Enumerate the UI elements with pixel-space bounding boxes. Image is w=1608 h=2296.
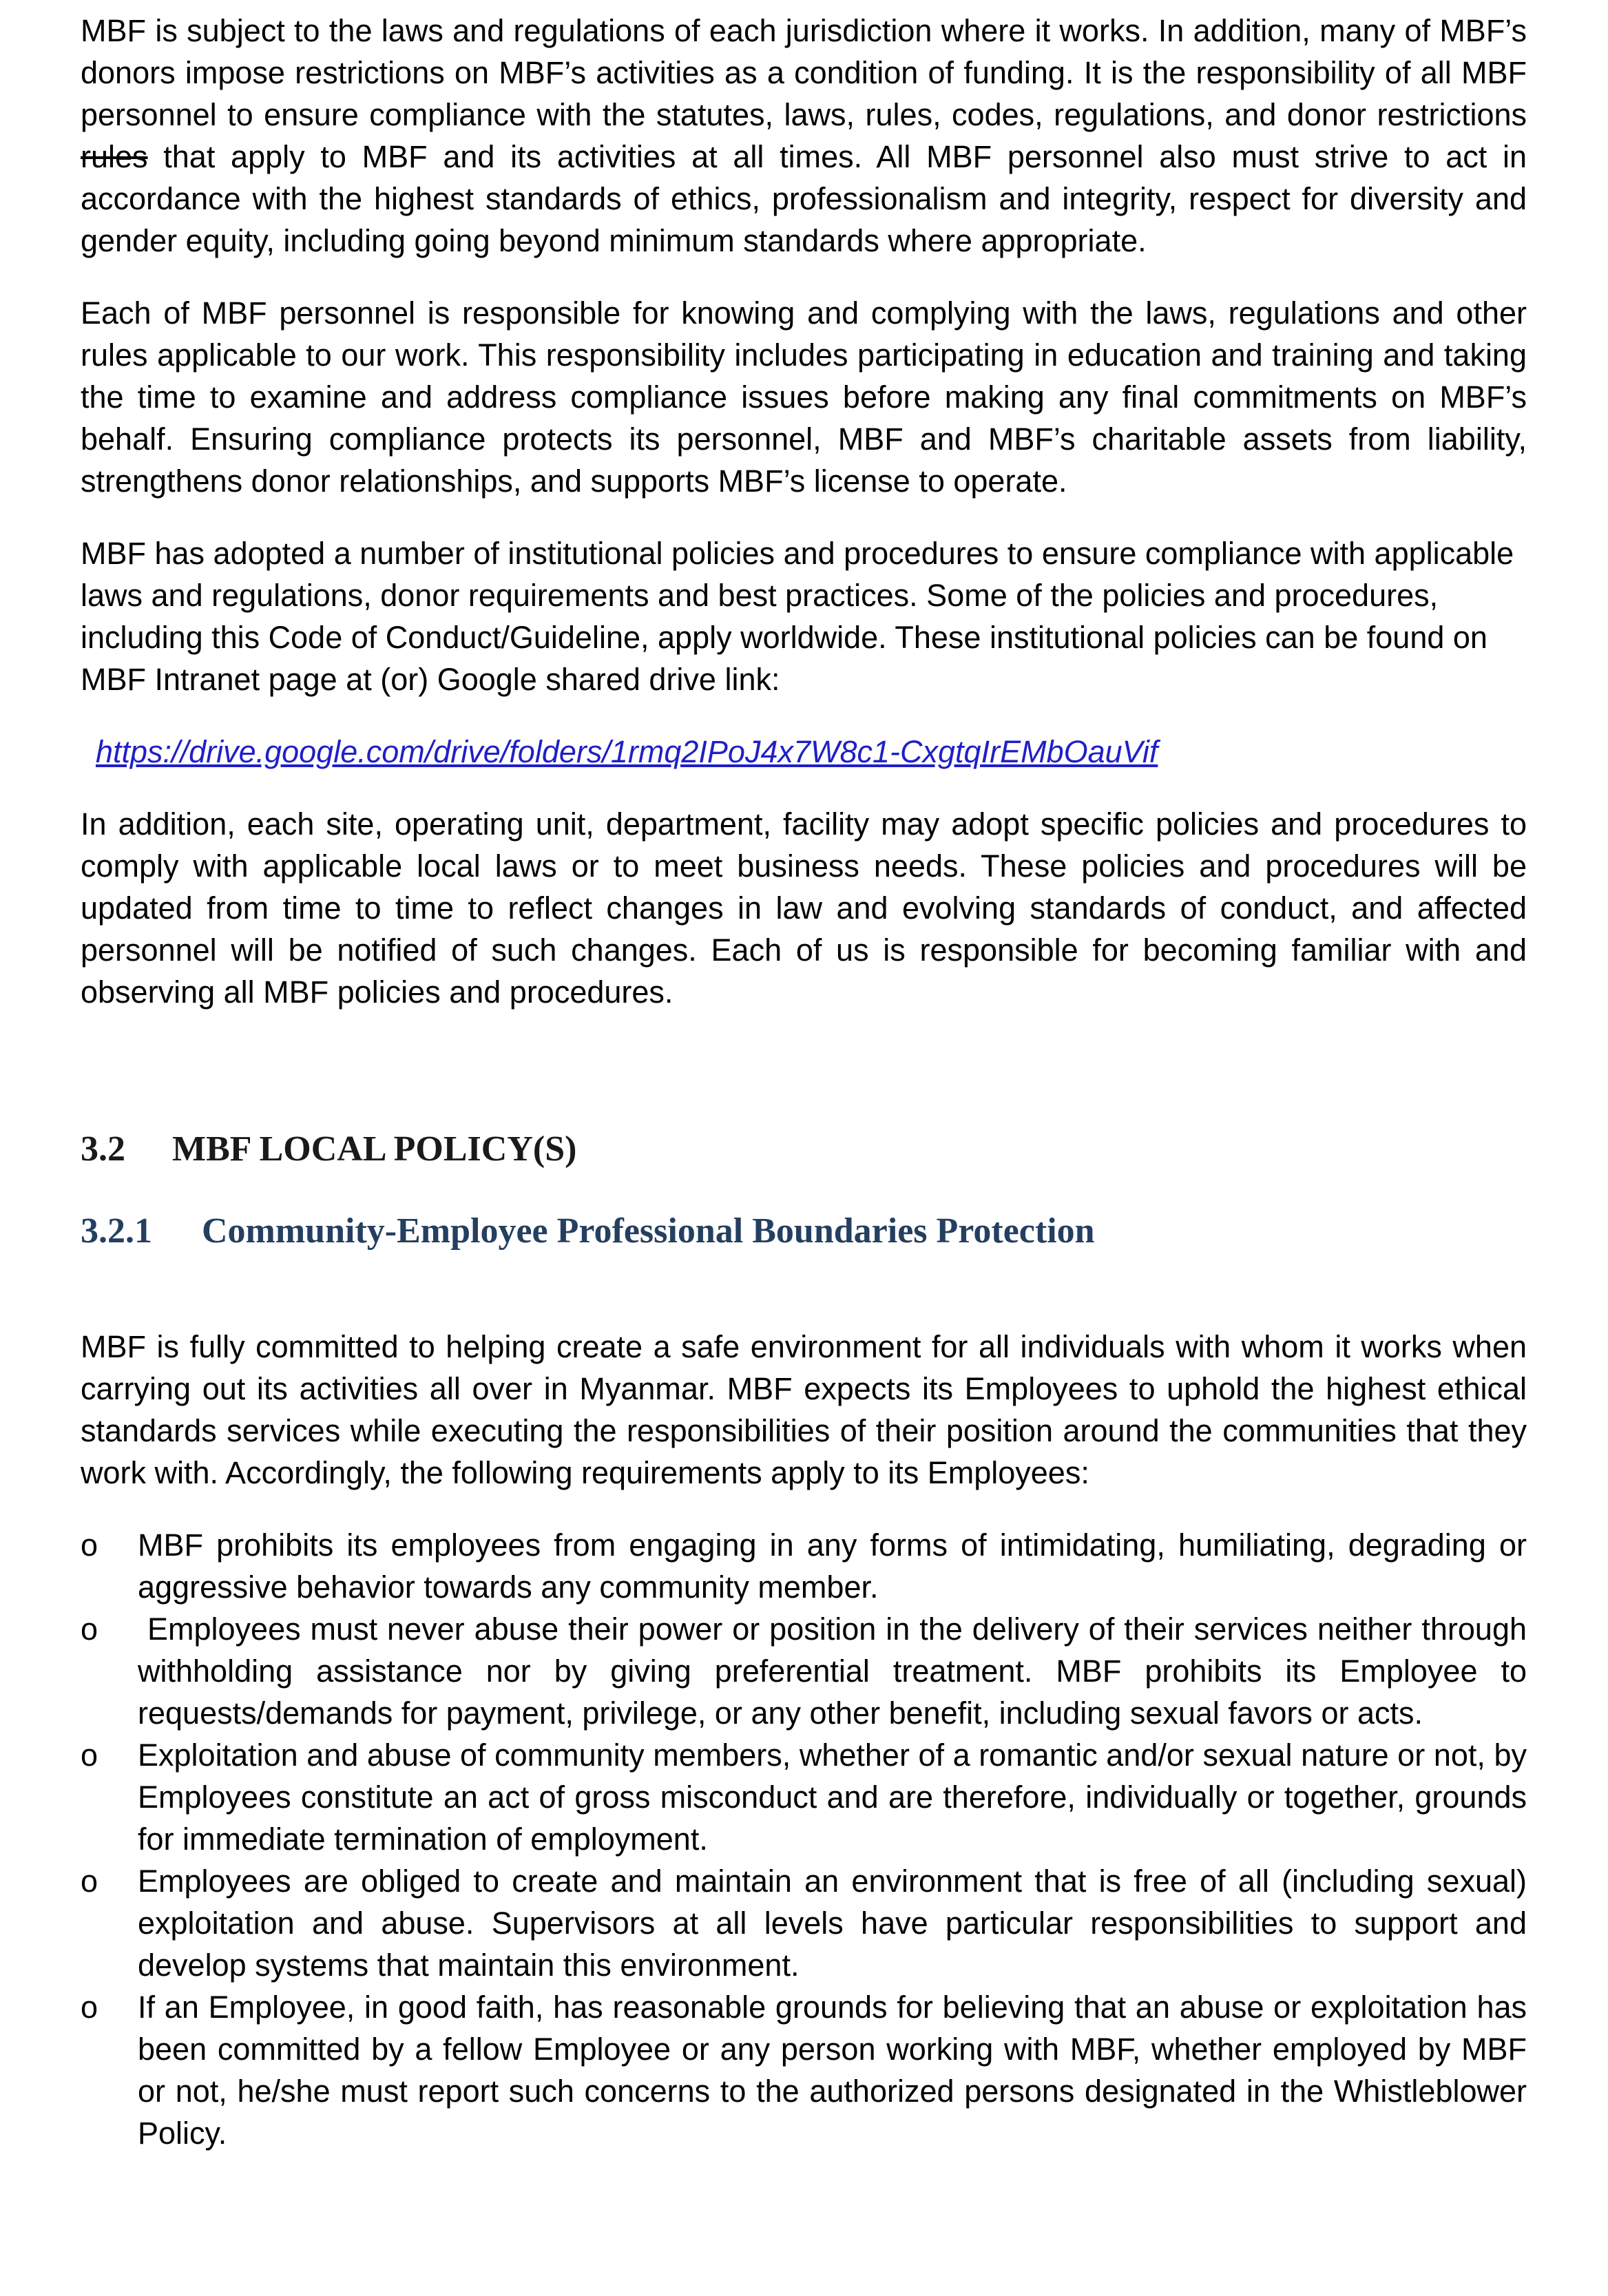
list-item-text: MBF prohibits its employees from engaging in any forms of intimidating, humiliating, degrading or aggressive behavior towards any community member. [138,1527,1527,1605]
list-item-text: If an Employee, in good faith, has reasonable grounds for believing that an abuse or exploitation has been committed by a fellow Employee or any person working with MBF, whether employed by MBF or not, he/she must report such concerns to the authorized persons designated in the Whistleblower Policy. [138,1990,1527,2151]
paragraph-safe-environment: MBF is fully committed to helping create a safe environment for all individuals with whom it works when carrying out its activities all over in Myanmar. MBF expects its Employees to uphold the highest ethical standards services while executing the responsibilities of their position around the communities that they work with. Accordingly, the following requirements apply to its Employees: [81,1329,1527,1490]
section-title: MBF LOCAL POLICY(S) [172,1129,577,1169]
section-heading-3-2-1 [81,1209,1527,1253]
paragraph-text-part: MBF is subject to the laws and regulations of each jurisdiction where it works. In addition, many of MBF’s donors impose restrictions on MBF’s activities as a condition of funding. It is the responsibility of all MBF personnel to ensure compliance with the statutes, laws, rules, codes, regulations, and donor restrictions [81,13,1527,132]
section-number: 3.2 [81,1129,125,1169]
paragraph-text-part: that apply to MBF and its activities at all times. All MBF personnel also must strive to act in accordance with the highest standards of ethics, professionalism and integrity, respect for diversity and gender equity, including going beyond minimum standards where appropriate. [81,139,1527,258]
heading-spacer [81,1171,1527,1209]
bullet-icon: o [81,1527,98,1563]
list-item [81,1524,1527,1608]
bullet-icon: o [81,1611,98,1647]
bullet-icon: o [81,1864,98,1899]
paragraph-personnel-responsibility: Each of MBF personnel is responsible for knowing and complying with the laws, regulations and other rules applicable to our work. This responsibility includes participating in education and training and taking the time to examine and address compliance issues before making any final commitments on MBF’s behalf. Ensuring compliance protects its personnel, MBF and MBF’s charitable assets from liability, strengthens donor relationships, and supports MBF’s license to operate. [81,295,1527,499]
subsection-number: 3.2.1 [81,1211,152,1251]
document-page [81,10,1536,2154]
list-item-text: Employees must never abuse their power or position in the delivery of their services neither through withholding assistance nor by giving preferential treatment. MBF prohibits its Employee to requests/demands for payment, privilege, or any other benefit, including sexual favors or acts. [138,1611,1536,1731]
paragraph-institutional-policies: MBF has adopted a number of institutional policies and procedures to ensure compliance with applicable laws and regulations, donor requirements and best practices. Some of the policies and procedures, including this Code of Conduct/Guideline, apply worldwide. These institutional policies can be found on MBF Intranet page at (or) Google shared drive link: [81,536,1514,697]
bullet-icon: o [81,1990,98,2025]
list-item [81,1734,1527,1860]
subsection-title: Community-Employee Professional Boundaries Protection [202,1211,1095,1251]
section-heading-3-2 [81,1127,1527,1171]
heading-spacer [81,1253,1527,1326]
paragraph-compliance-obligations [81,10,1527,262]
requirements-list [81,1524,1536,2154]
list-item [81,1608,1536,1734]
list-item-text: Exploitation and abuse of community members, whether of a romantic and/or sexual nature or not, by Employees constitute an act of gross misconduct and are therefore, individually or together, grounds for immediate termination of employment. [138,1737,1527,1857]
bullet-icon: o [81,1737,98,1773]
paragraph-local-procedures: In addition, each site, operating unit, department, facility may adopt specific policies and procedures to comply with applicable local laws or to meet business needs. These policies and procedures will be updated from time to time to reflect changes in law and evolving standards of conduct, and affected personnel will be notified of such changes. Each of us is responsible for becoming familiar with and observing all MBF policies and procedures. [81,806,1527,1010]
list-item [81,1860,1527,1986]
list-item [81,1986,1527,2154]
list-item-text: Employees are obliged to create and maintain an environment that is free of all (including sexual) exploitation and abuse. Supervisors at all levels have particular responsibilities to support and develop systems that maintain this environment. [138,1864,1527,1983]
struck-text: rules [81,139,148,174]
google-drive-link[interactable]: https://drive.google.com/drive/folders/1rmq2IPoJ4x7W8c1-CxgtqIrEMbOauVif [96,734,1158,769]
link-line [81,731,1527,773]
section-spacer [81,1043,1527,1127]
